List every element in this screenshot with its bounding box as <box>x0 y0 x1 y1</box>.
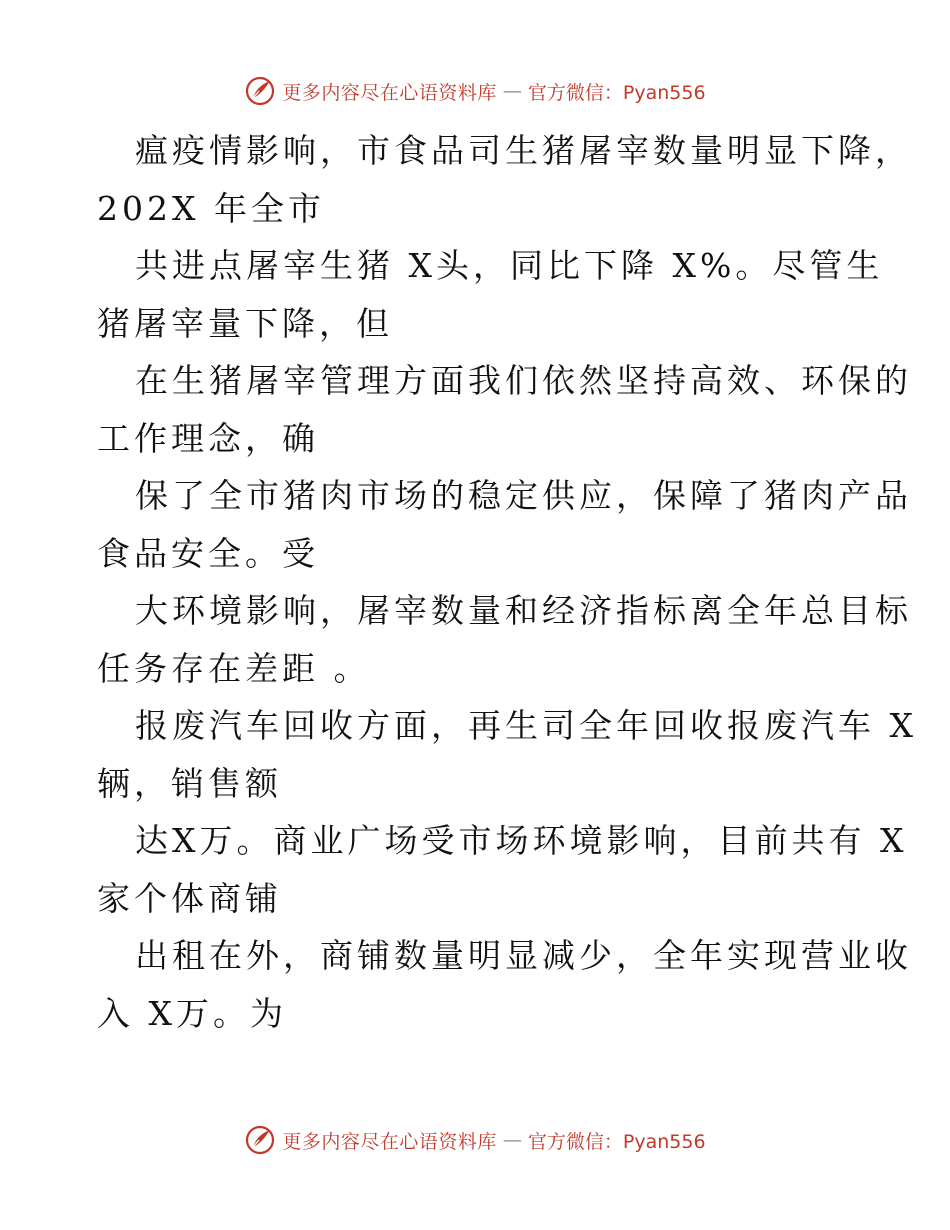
watermark-official-text: 官方微信：Pyan556 <box>527 1130 706 1153</box>
document-body <box>97 122 917 1042</box>
text-line: 保了全市猪肉市场的稳定供应，保障了猪肉产品 <box>135 476 912 515</box>
text-line: 工作理念，确 <box>97 418 319 458</box>
footer-watermark <box>0 1120 950 1160</box>
text-line: 家个体商铺 <box>97 878 282 918</box>
text-line: 大环境影响，屠宰数量和经济指标离全年总目标 <box>135 591 912 630</box>
text-line: 瘟疫情影响，市食品司生猪屠宰数量明显下降， <box>135 131 912 170</box>
text-line: 202X 年全市 <box>97 188 325 228</box>
text-line: 报废汽车回收方面，再生司全年回收报废汽车 X <box>135 706 917 745</box>
watermark-brand-text: 更多内容尽在心语资料库 <box>282 1130 497 1153</box>
feather-pen-icon <box>244 1124 276 1156</box>
text-line: 猪屠宰量下降，但 <box>97 303 393 343</box>
text-line: 达X万。商业广场受市场环境影响，目前共有 X <box>135 821 908 860</box>
watermark-brand-text: 更多内容尽在心语资料库 <box>282 81 497 104</box>
watermark-separator: — <box>502 80 522 102</box>
text-line: 共进点屠宰生猪 X头，同比下降 X%。尽管生 <box>135 246 884 285</box>
header-watermark <box>0 71 950 111</box>
text-line: 出租在外，商铺数量明显减少，全年实现营业收 <box>135 936 912 975</box>
text-line: 在生猪屠宰管理方面我们依然坚持高效、环保的 <box>135 361 912 400</box>
text-line: 入 X万。为 <box>97 993 287 1033</box>
feather-pen-icon <box>244 75 276 107</box>
watermark-official-text: 官方微信：Pyan556 <box>527 81 706 104</box>
text-line: 食品安全。受 <box>97 533 319 573</box>
text-line: 辆，销售额 <box>97 763 282 803</box>
watermark-separator: — <box>502 1129 522 1151</box>
text-line: 任务存在差距 。 <box>97 648 371 688</box>
